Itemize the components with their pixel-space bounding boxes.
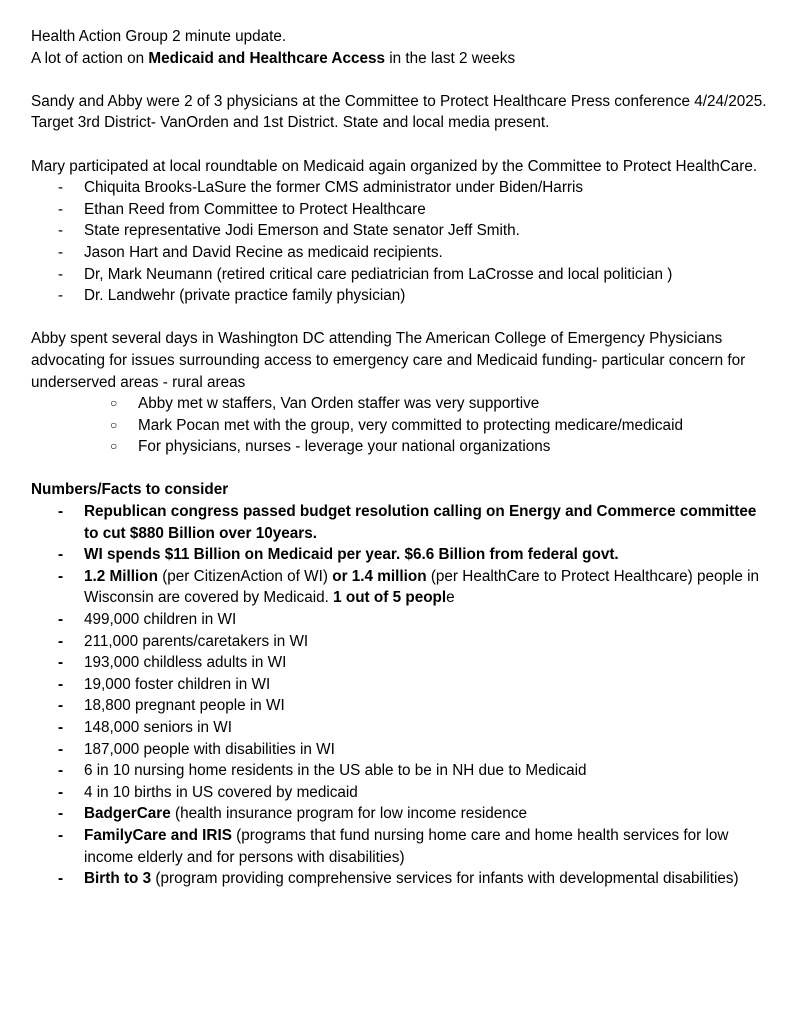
update-title: Health Action Group 2 minute update. <box>31 28 287 45</box>
list-item: - 499,000 children in WI <box>31 609 771 631</box>
list-item: ○ For physicians, nurses - leverage your national organizations <box>31 436 771 458</box>
list-item: ○ Abby met w staffers, Van Orden staffer was very supportive <box>31 393 771 415</box>
washington-list <box>31 393 771 458</box>
list-item: - Jason Hart and David Recine as medicaid recipients. <box>31 242 771 264</box>
fact-text: (per HealthCare to Protect Healthcare) people in Wisconsin are covered by Medicaid. <box>84 567 760 607</box>
list-item: - Chiquita Brooks-LaSure the former CMS administrator under Biden/Harris <box>31 177 771 199</box>
spacer <box>31 458 771 480</box>
fact-text: (per CitizenAction of WI) <box>157 567 333 585</box>
list-item: - 187,000 people with disabilities in WI <box>31 739 771 761</box>
list-item: - 18,800 pregnant people in WI <box>31 695 771 717</box>
spacer <box>31 134 771 156</box>
list-item: - State representative Jodi Emerson and State senator Jeff Smith. <box>31 220 771 242</box>
facts-heading <box>31 479 771 501</box>
spacer <box>31 307 771 329</box>
list-item: - 6 in 10 nursing home residents in the US able to be in NH due to Medicaid <box>31 760 771 782</box>
list-item: - 148,000 seniors in WI <box>31 717 771 739</box>
list-item <box>31 501 771 544</box>
fact-bold: 1 out of 5 peopl <box>333 589 447 607</box>
program-desc: (program providing comprehensive services for infants with developmental disabilities) <box>151 870 739 888</box>
spacer <box>31 69 771 91</box>
fact-bold: or 1.4 million <box>332 567 427 585</box>
list-item: - Dr. Landwehr (private practice family physician) <box>31 285 771 307</box>
list-item <box>31 825 771 868</box>
roundtable-paragraph: Mary participated at local roundtable on Medicaid again organized by the Committee to Protect HealthCare. <box>31 157 758 175</box>
program-name: BadgerCare <box>84 805 171 823</box>
list-item: - Ethan Reed from Committee to Protect Healthcare <box>31 199 771 221</box>
roundtable-list <box>31 177 771 307</box>
program-name: FamilyCare and IRIS <box>84 826 232 844</box>
press-conference-paragraph: Sandy and Abby were 2 of 3 physicians at the Committee to Protect Healthcare Press conference 4/24/2025. Target 3rd District- VanOrden and 1st District. State and local media present. <box>31 92 767 132</box>
facts-heading-text: Numbers/Facts to consider <box>31 481 229 499</box>
list-item <box>31 544 771 566</box>
list-item: - 19,000 foster children in WI <box>31 674 771 696</box>
fact-text: e <box>446 589 455 607</box>
subtitle-bold: Medicaid and Healthcare Access <box>148 49 385 67</box>
washington-paragraph: Abby spent several days in Washington DC attending The American College of Emergency Physicians advocating for issues surrounding access to emergency care and Medicaid funding- particular concern for underserved areas - rural areas <box>31 330 746 391</box>
fact-bold: 1.2 Million <box>84 567 158 585</box>
facts-list <box>31 501 771 890</box>
program-desc: (programs that fund nursing home care and home health services for low income elderly and for persons with disabilities) <box>84 826 729 866</box>
list-item <box>31 868 771 890</box>
document-page <box>31 26 771 890</box>
list-item <box>31 566 771 609</box>
list-item: - 4 in 10 births in US covered by medicaid <box>31 782 771 804</box>
update-subtitle <box>31 48 771 70</box>
subtitle-text-end: in the last 2 weeks <box>385 49 516 67</box>
list-item: ○ Mark Pocan met with the group, very committed to protecting medicare/medicaid <box>31 415 771 437</box>
list-item: - Dr, Mark Neumann (retired critical care pediatrician from LaCrosse and local politician ) <box>31 264 771 286</box>
program-name: Birth to 3 <box>84 870 152 888</box>
list-item: - 193,000 childless adults in WI <box>31 652 771 674</box>
subtitle-text: A lot of action on <box>31 49 149 67</box>
list-item <box>31 803 771 825</box>
fact-bold: Republican congress passed budget resolution calling on Energy and Commerce committee to cut $880 Billion over 10years. <box>84 503 757 542</box>
program-desc: (health insurance program for low income residence <box>170 805 527 823</box>
list-item: - 211,000 parents/caretakers in WI <box>31 631 771 653</box>
fact-bold: WI spends $11 Billion on Medicaid per year. $6.6 Billion from federal govt. <box>84 546 619 564</box>
